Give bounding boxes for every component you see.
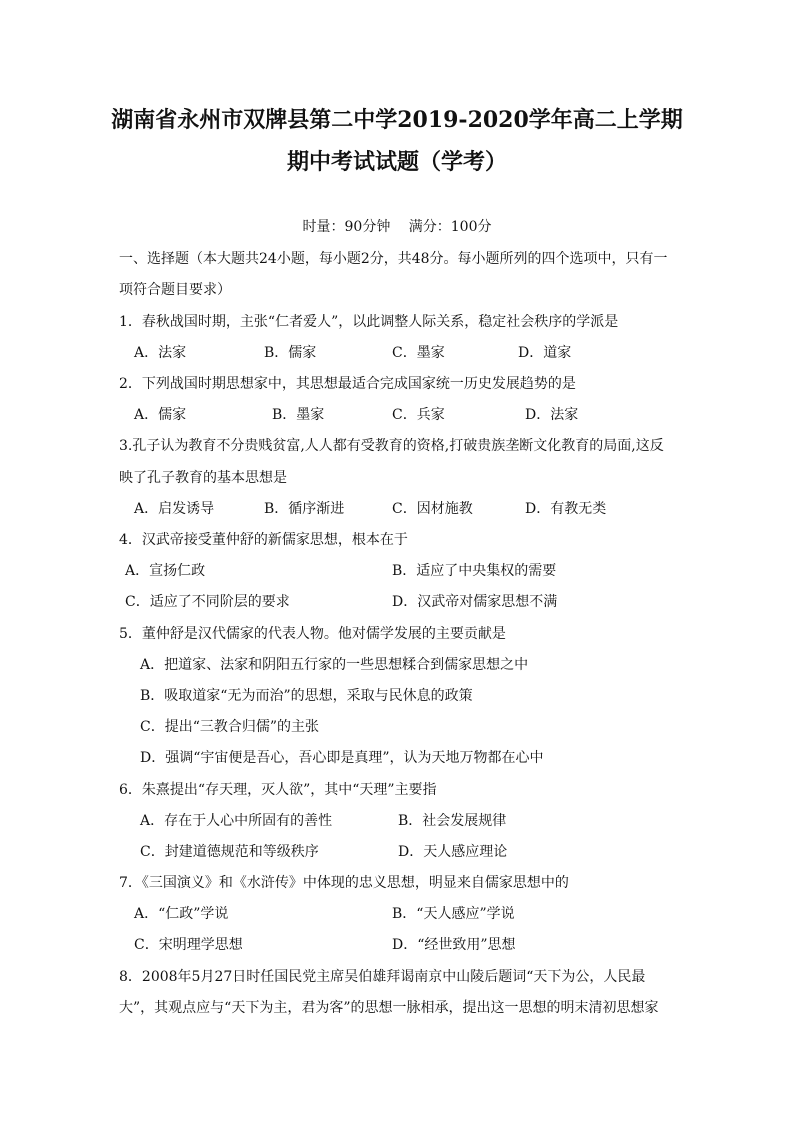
section-heading-line2: 项符合题目要求） bbox=[119, 282, 231, 298]
question-6-option-b: B．社会发展规律 bbox=[398, 813, 507, 829]
question-3-option-a: A．启发诱导 bbox=[134, 501, 215, 517]
question-4-option-c: C．适应了不同阶层的要求 bbox=[125, 594, 290, 610]
question-2-option-a: A．儒家 bbox=[134, 407, 187, 423]
section-heading-line1: 一、选择题（本大题共24小题，每小题2分，共48分。每小题所列的四个选项中，只有一 bbox=[119, 251, 668, 267]
question-6-option-a: A．存在于人心中所固有的善性 bbox=[140, 813, 333, 829]
page-title-line2: 期中考试试题（学考） bbox=[286, 149, 507, 175]
question-7-option-c: C．宋明理学思想 bbox=[134, 937, 243, 953]
question-2-option-d: D．法家 bbox=[525, 407, 579, 423]
question-7-option-b: B．“天人感应”学说 bbox=[392, 906, 515, 922]
page-title-line1: 湖南省永州市双牌县第二中学2019-2020学年高二上学期 bbox=[111, 107, 683, 133]
question-5-stem: 5．董仲舒是汉代儒家的代表人物。他对儒学发展的主要贡献是 bbox=[119, 626, 506, 642]
question-8-stem-line2: 大”，其观点应与“天下为主，君为客”的思想一脉相承，提出这一思想的明末清初思想家 bbox=[119, 1000, 659, 1016]
question-6-stem: 6．朱熹提出“存天理，灭人欲”，其中“天理”主要指 bbox=[119, 782, 437, 798]
question-2-option-b: B．墨家 bbox=[272, 407, 325, 423]
question-7-option-a: A．“仁政”学说 bbox=[134, 906, 229, 922]
question-8-stem-line1: 8．2008年5月27日时任国民党主席吴伯雄拜谒南京中山陵后题词“天下为公，人民最 bbox=[119, 969, 646, 985]
question-1-option-d: D．道家 bbox=[518, 345, 572, 361]
question-4-option-a: A．宣扬仁政 bbox=[125, 563, 206, 579]
question-4-option-d: D．汉武帝对儒家思想不满 bbox=[392, 594, 558, 610]
question-4-option-b: B．适应了中央集权的需要 bbox=[392, 563, 557, 579]
question-3-option-d: D．有教无类 bbox=[525, 501, 607, 517]
question-3-stem-line1: 3.孔子认为教育不分贵贱贫富,人人都有受教育的资格,打破贵族垄断文化教育的局面,这反 bbox=[119, 438, 664, 454]
question-6-option-d: D．天人感应理论 bbox=[398, 844, 508, 860]
question-1-stem: 1．春秋战国时期，主张“仁者爱人”，以此调整人际关系，稳定社会秩序的学派是 bbox=[119, 314, 619, 330]
question-4-stem: 4．汉武帝接受董仲舒的新儒家思想，根本在于 bbox=[119, 532, 408, 548]
question-1-option-c: C．墨家 bbox=[392, 345, 445, 361]
question-5-option-d: D．强调“宇宙便是吾心，吾心即是真理”，认为天地万物都在心中 bbox=[140, 750, 544, 766]
question-5-option-b: B．吸取道家“无为而治”的思想，采取与民休息的政策 bbox=[140, 688, 473, 704]
question-6-option-c: C．封建道德规范和等级秩序 bbox=[140, 844, 319, 860]
question-7-stem: 7．《三国演义》和《水浒传》中体现的忠义思想，明显来自儒家思想中的 bbox=[119, 875, 569, 891]
question-1-option-a: A．法家 bbox=[134, 345, 187, 361]
question-3-option-c: C．因材施教 bbox=[392, 501, 473, 517]
question-7-option-d: D．“经世致用”思想 bbox=[392, 937, 516, 953]
exam-info: 时量：90分钟 满分：100分 bbox=[302, 219, 492, 235]
question-5-option-c: C．提出“三教合归儒”的主张 bbox=[140, 719, 320, 735]
question-1-option-b: B．儒家 bbox=[264, 345, 317, 361]
question-3-option-b: B．循序渐进 bbox=[264, 501, 345, 517]
question-2-option-c: C．兵家 bbox=[392, 407, 445, 423]
question-2-stem: 2．下列战国时期思想家中，其思想最适合完成国家统一历史发展趋势的是 bbox=[119, 376, 576, 392]
question-5-option-a: A．把道家、法家和阴阳五行家的一些思想糅合到儒家思想之中 bbox=[140, 657, 529, 673]
question-3-stem-line2: 映了孔子教育的基本思想是 bbox=[119, 470, 287, 486]
